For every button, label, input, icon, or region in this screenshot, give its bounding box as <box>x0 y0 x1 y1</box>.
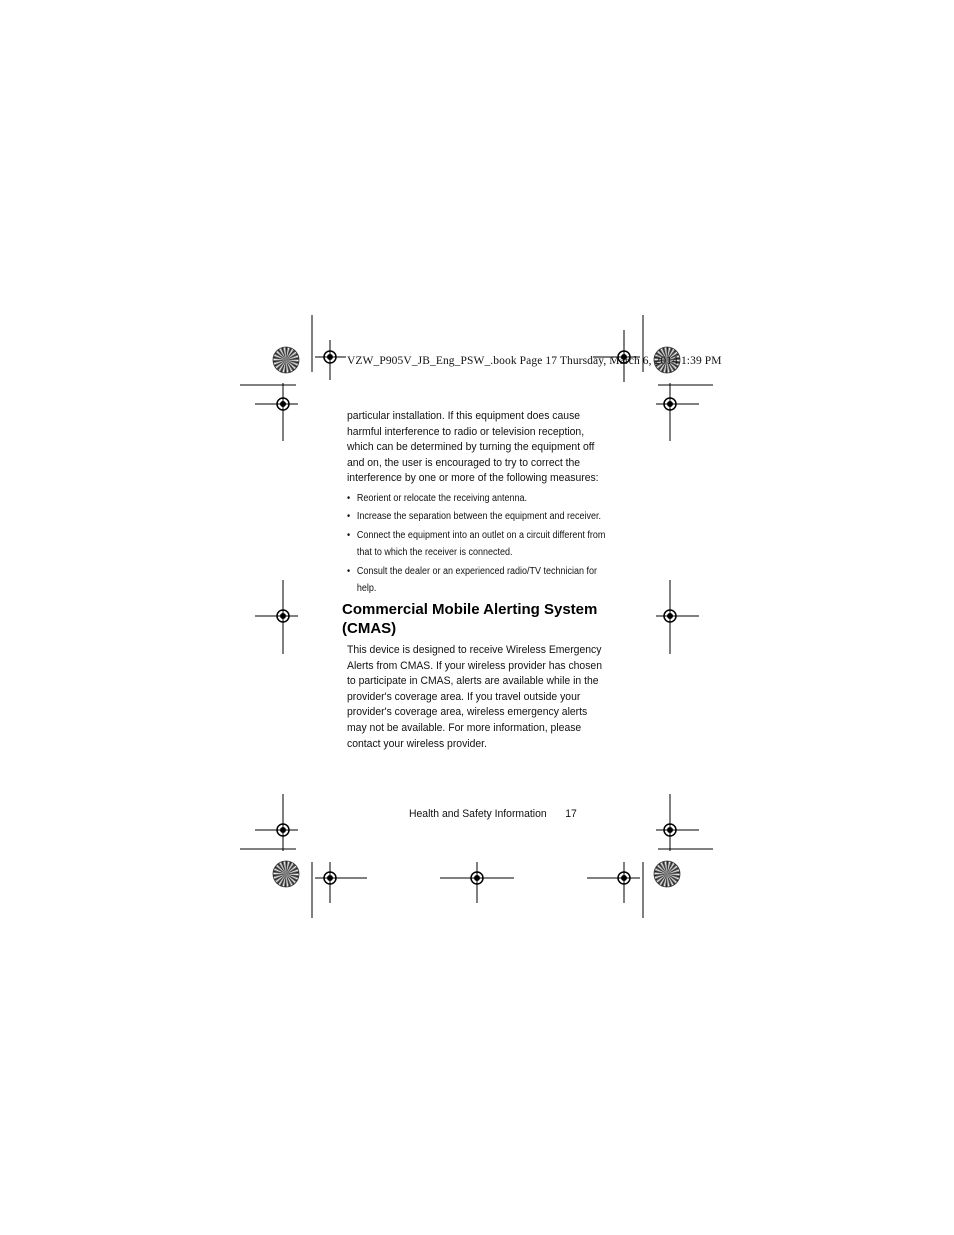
list-item <box>347 508 618 526</box>
page-footer <box>409 808 577 820</box>
intro-paragraph: particular installation. If this equipment does cause harmful interference to radio or television reception, which can be determined by turning the equipment off and on, the user is encouraged to try to correct the interference by one or more of the following measures: <box>347 410 599 485</box>
list-item-text: Consult the dealer or an experienced radio/TV technician for help. <box>356 565 598 595</box>
registration-mark-icon <box>656 580 699 654</box>
bullet-icon: • <box>347 511 351 523</box>
starburst-target-icon <box>273 347 299 373</box>
footer-section-title: Health and Safety Information <box>409 808 547 820</box>
list-item-text: Increase the separation between the equipment and receiver. <box>356 511 602 523</box>
bullet-icon: • <box>347 565 351 577</box>
cmas-paragraph: This device is designed to receive Wireless Emergency Alerts from CMAS. If your wireless provider has chosen to participate in CMAS, alerts are available while in the provider's coverage area. If you travel outside your provider's coverage area, wireless emergency alerts may not be available. For more information, please contact your wireless provider. <box>347 643 602 750</box>
section-heading: Commercial Mobile Alerting System (CMAS) <box>342 600 598 637</box>
registration-mark-icon <box>315 862 367 903</box>
bullet-icon: • <box>347 529 351 541</box>
list-item <box>347 490 618 508</box>
page-content <box>342 409 609 752</box>
list-item-text: Reorient or relocate the receiving antenna. <box>356 492 528 504</box>
print-slug: VZW_P905V_JB_Eng_PSW_.book Page 17 Thursday, March 6, 2014 1:39 PM <box>347 355 722 367</box>
registration-mark-icon <box>315 340 346 380</box>
bullet-icon: • <box>347 492 351 504</box>
list-item <box>347 563 618 598</box>
registration-mark-icon <box>587 862 640 903</box>
starburst-target-icon <box>654 861 680 887</box>
registration-mark-icon <box>440 862 514 903</box>
registration-mark-icon <box>656 383 699 441</box>
registration-mark-icon <box>255 383 298 441</box>
registration-mark-icon <box>255 794 298 851</box>
starburst-target-icon <box>273 861 299 887</box>
list-item <box>347 527 618 562</box>
list-item-text: Connect the equipment into an outlet on a circuit different from that to which the receiver is connected. <box>356 529 606 559</box>
registration-mark-icon <box>255 580 298 654</box>
registration-mark-icon <box>656 794 699 851</box>
measures-list <box>347 490 609 598</box>
page-number: 17 <box>565 808 577 820</box>
